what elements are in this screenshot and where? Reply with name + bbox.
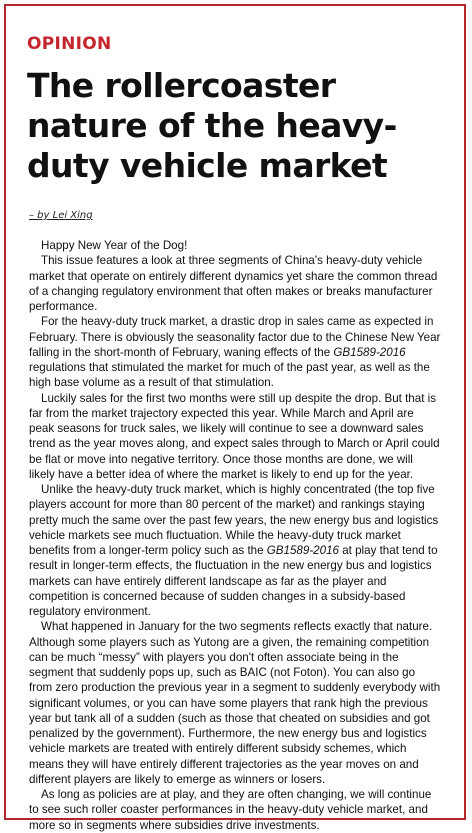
paragraph-2: This issue features a look at three segments of China's heavy-duty vehicle market that operate on entirely different dynamics yet share the common thread of a changing regulatory environment that often makes or breaks manufacturer performance. [29,254,438,313]
paragraph-4: Luckily sales for the first two months were still up despite the drop. But that is far from the market trajectory expected this year. While March and April are peak seasons for truck sales, we likely will continue to see a downward sales trend as the year moves along, and expect sales through to March or April could be flat or move into negative territory. Once those months are done, we will likely have a better idea of where the market is likely to end up for the year. [29,391,440,481]
paragraph-6: What happened in January for the two segments reflects exactly that nature. Although some players such as Yutong are a given, the remaining competition can be much “messy” with players you don't often associate being in the segment that suddenly pops up, such as BAIC (not Foton). You can also go from zero production the previous year in a segment to suddenly everybody with significant volumes, or you can have some players that rank high the previous year but tank all of a sudden (such as those that cheated on subsidies and got penalized by the government). Furthermore, the new energy bus and logistics vehicle markets are treated with entirely different subsidy schemes, which means they will have entirely different trajectories as the year moves on and different players are likely to emerge as winners or losers. [29,620,441,786]
byline: – by Lei Xing [29,210,93,221]
paragraph-3: For the heavy-duty truck market, a drastic drop in sales came as expected in February. There is obviously the seasonality factor due to the Chinese New Year falling in the short-month of February, waning effects of the GB1589-2016 regulations that stimulated the market for much of the past year, as well as the high base volume as a result of that stimulation. [29,315,441,390]
regulation-name: GB1589-2016 [333,345,406,359]
paragraph-1: Happy New Year of the Dog! [41,239,188,252]
paragraph-7: As long as policies are at play, and they are often changing, we will continue to see such roller coaster performances in the heavy-duty vehicle market, and more so in segments where subsidies drive investments. [29,788,432,832]
regulation-name: GB1589-2016 [266,544,339,557]
headline: The rollercoaster nature of the heavy-duty vehicle market [27,66,397,185]
paragraph-5: Unlike the heavy-duty truck market, which is highly concentrated (the top five players account for more than 80 percent of the market) and rankings staying pretty much the same over the past few years, the new energy bus and logistics vehicle markets see much fluctuation. While the heavy-duty truck market benefits from a longer-term policy such as the GB1589-2016 at play that tend to result in longer-term effects, the fluctuation in the new energy bus and logistics markets can have entirely different landscape as far as the player and competition is concerned because of sudden changes in a subsidy-based regulatory environment. [29,483,439,618]
article-body [29,238,441,833]
section-label: OPINION [27,34,112,54]
